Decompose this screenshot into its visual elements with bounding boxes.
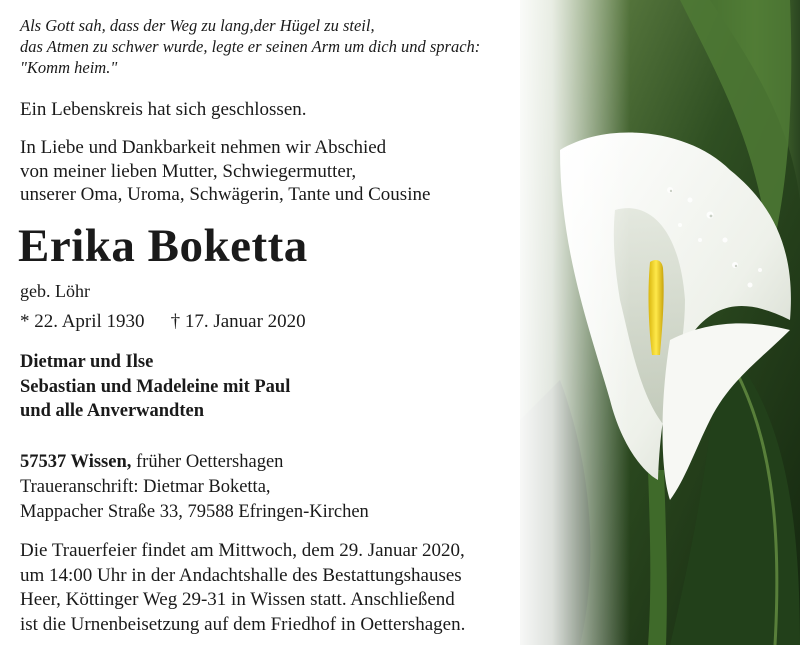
birth-date: * 22. April 1930 bbox=[20, 311, 145, 332]
funeral-service-text bbox=[20, 539, 465, 637]
farewell-text bbox=[20, 136, 430, 207]
photo-fade bbox=[510, 0, 630, 645]
opening-quote bbox=[20, 15, 480, 78]
deceased-name: Erika Boketta bbox=[18, 220, 308, 272]
mourning-address-label: Traueranschrift: Dietmar Boketta, bbox=[20, 477, 271, 497]
service-line: um 14:00 Uhr in der Andachtshalle des Bestattungshauses bbox=[20, 564, 462, 586]
farewell-line: unserer Oma, Uroma, Schwägerin, Tante und Cousine bbox=[20, 184, 431, 205]
service-line: Die Trauerfeier findet am Mittwoch, dem 29. Januar 2020, bbox=[20, 540, 465, 561]
quote-line: das Atmen zu schwer wurde, legte er seinen Arm um dich und sprach: bbox=[20, 37, 481, 56]
intro-text: Ein Lebenskreis hat sich geschlossen. bbox=[20, 99, 307, 120]
mourner-line: Dietmar und Ilse bbox=[20, 352, 154, 372]
farewell-line: von meiner lieben Mutter, Schwiegermutter, bbox=[20, 160, 357, 182]
mourning-address: Mappacher Straße 33, 79588 Efringen-Kirchen bbox=[20, 502, 369, 522]
mourner-line: Sebastian und Madeleine mit Paul bbox=[20, 376, 291, 397]
mourners bbox=[20, 350, 290, 424]
quote-line: Als Gott sah, dass der Weg zu lang,der Hügel zu steil, bbox=[20, 16, 375, 35]
service-line: Heer, Köttinger Weg 29-31 in Wissen statt. Anschließend bbox=[20, 589, 455, 610]
life-dates bbox=[20, 310, 306, 334]
residence-former: früher Oettershagen bbox=[131, 452, 284, 472]
maiden-name: geb. Löhr bbox=[20, 281, 90, 301]
residence-city: 57537 Wissen, bbox=[20, 452, 132, 472]
mourner-line: und alle Anverwandten bbox=[20, 401, 205, 421]
farewell-line: In Liebe und Dankbarkeit nehmen wir Abschied bbox=[20, 137, 387, 158]
death-date: † 17. Januar 2020 bbox=[170, 311, 306, 332]
address-block bbox=[20, 450, 369, 525]
quote-line: "Komm heim." bbox=[20, 58, 118, 77]
service-line: ist die Urnenbeisetzung auf dem Friedhof in Oettershagen. bbox=[20, 613, 466, 635]
residence bbox=[20, 450, 369, 475]
